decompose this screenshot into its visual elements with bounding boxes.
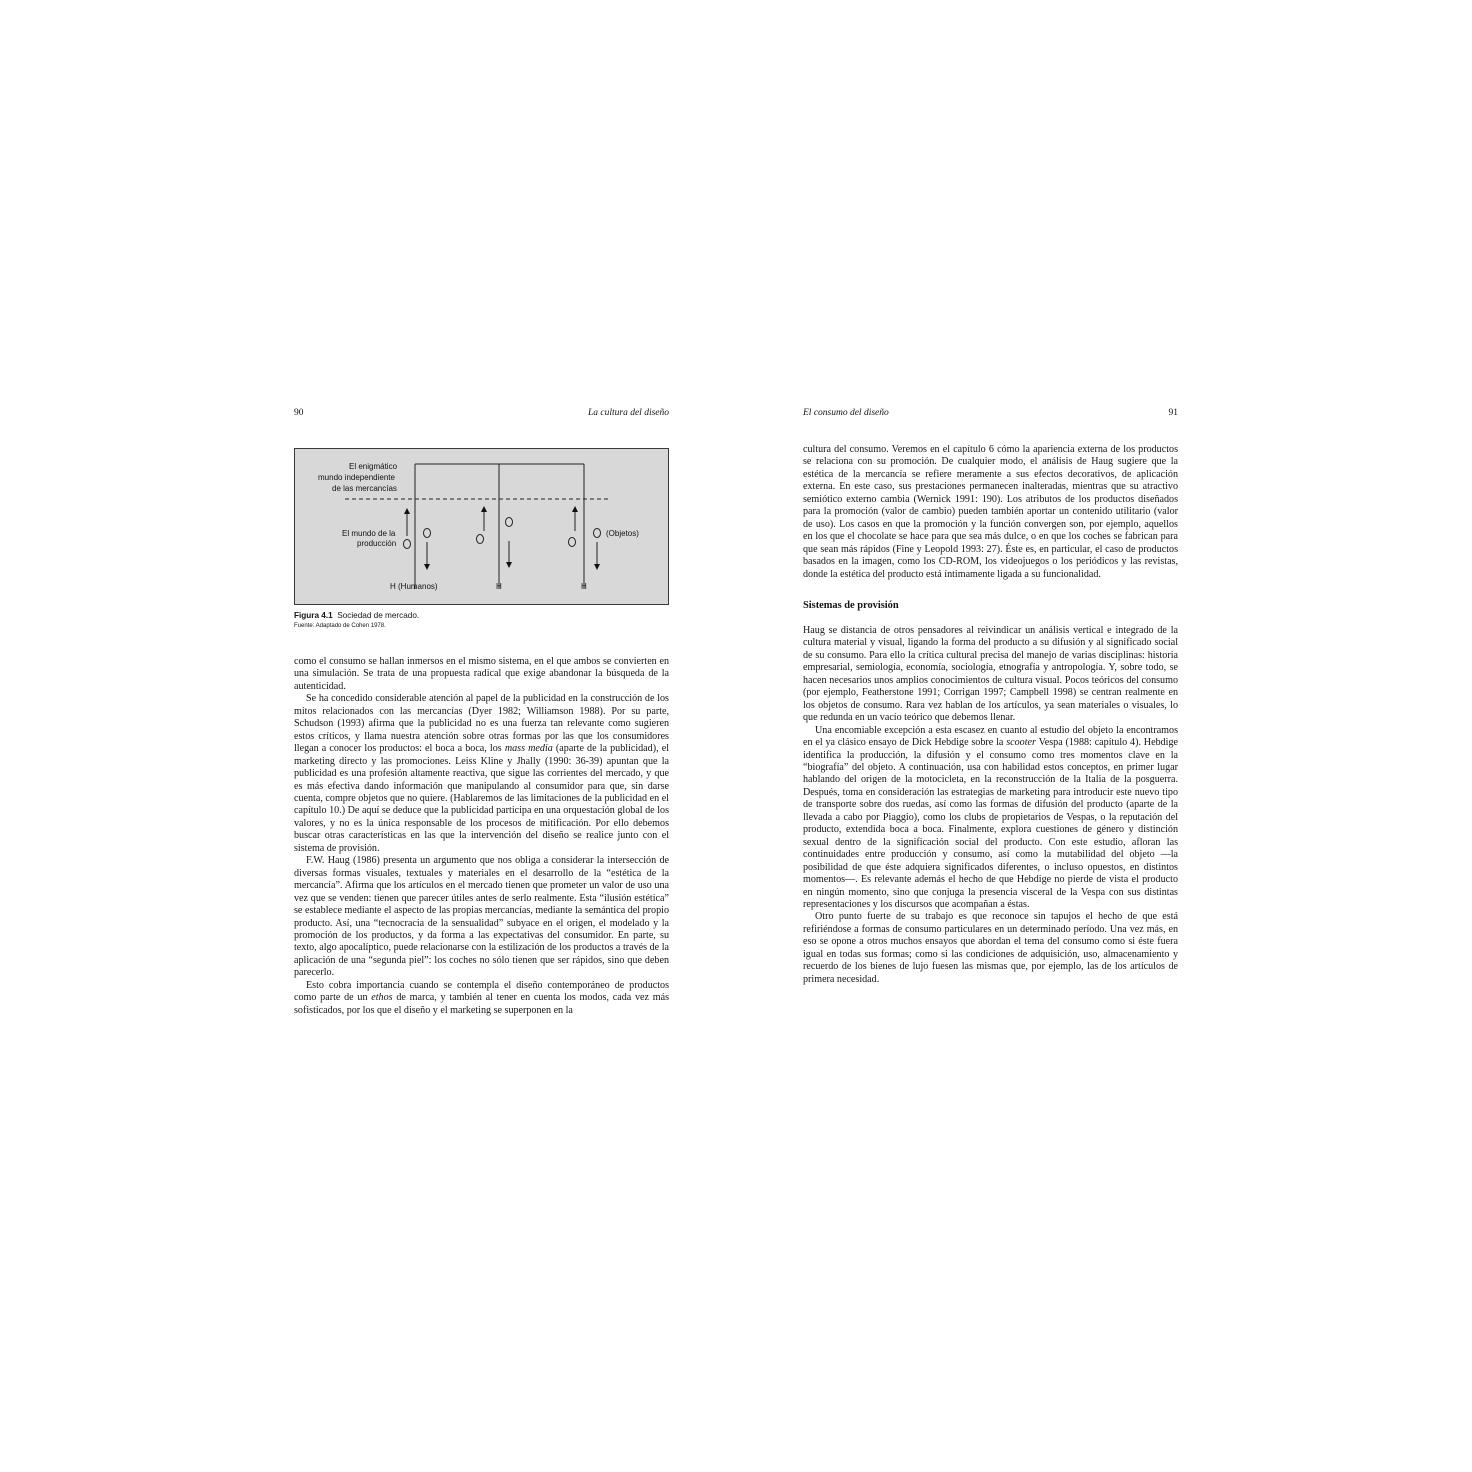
paragraph: [294, 980, 669, 1017]
section-heading: Sistemas de provisión: [803, 599, 899, 611]
label-humans-3: H: [581, 582, 587, 591]
market-bracket: [415, 464, 584, 589]
running-head: La cultura del diseño: [587, 408, 669, 418]
left-page: [294, 405, 669, 1017]
text-run: Haug se distancia de otros pensadores al reivindicar un análisis vertical e integrado de la cultura material y visual, ligando la forma del producto a su difusión y al significado social de su consumo. Para ello la crítica cultural precisa del manejo de varias disciplinas: historia empresarial, semiología, economía, sociología, etnografía y antropología. Y, sobre todo, se hacen necesarios unos amplios conocimientos de cultura visual. Pocos teóricos del consumo (por ejemplo, Featherstone 1991; Corrigan 1997; Campbell 1998) se centran realmente en los objetos de consumo. Rara vez hablan de los artículos, ya sean materiales o visuales, lo que redunda en un vacío teórico que debemos llenar.: [803, 624, 1178, 724]
label-enigmatic-line2: mundo independiente: [318, 473, 395, 482]
paragraph: [294, 693, 669, 855]
text-run: (aparte de la publicidad), el marketing directo y las promociones. Leiss Kline y Jhally (1990: 36-39) apuntan que la publicidad es una profesión altamente reactiva, que sigue las corrientes del mercado, y que es más efectiva dando información que manipulando al consumidor para que, sin darse cuenta, compre objetos que no quiere. (Hablaremos de las limitaciones de la publicidad en el capítulo 10.) De aquí se deduce que la publicidad participa en una orquestación global de los valores, y no es la única responsable de los procesos de mitificación. Por ello debemos buscar otras características en las que la intervención del diseño se realice junto con el sistema de provisión.: [294, 743, 669, 854]
text-run: Esto cobra importancia cuando se contempla el diseño contemporáneo de productos como parte de un: [294, 979, 669, 1004]
left-body-text: [294, 656, 669, 1017]
label-enigmatic-line3: de las mercancías: [332, 484, 397, 493]
text-run: F.W. Haug (1986) presenta un argumento que nos obliga a considerar la intersección de diversas formas visuales, textuales y materiales en el desarrollo de la “estética de la mercancía”. Afirma que los artículos en el mercado tienen que prometer un valor de uso una vez que se venden: tienen que parecer útiles antes de serlo realmente. Esta “ilusión estética” se establece mediante el aspecto de las propias mercancías, mediante la semántica del propio producto. Así, una “tecnocracia de la sensualidad” subyace en el origen, el modelado y la promoción de los productos, y da forma a las expectativas del consumidor. En parte, su texto, algo apocalíptico, puede relacionarse con la estilización de los productos a través de la aplicación de una “segunda piel”: los coches no sólo tienen que ser rápidos, sino que deben parecerlo.: [294, 855, 669, 979]
object-circle: [404, 540, 411, 549]
figure-caption-label: Figura 4.1: [294, 611, 333, 620]
text-run: cultura del consumo. Veremos en el capítulo 6 cómo la apariencia externa de los productos se relaciona con su promoción. De cualquier modo, el análisis de Haug sugiere que la estética de la mercancía se refiere meramente a sus efectos decorativos, de aplicación externa. En este caso, sus prestaciones permanecen inalteradas, mientras que su atractivo semiótico externo cambia (Wernick 1991: 190). Los atributos de los productos diseñados para la promoción (valor de cambio) pueden también aportar un contenido utilitario (valor de uso). Los casos en que la promoción y la función convergen son, por ejemplo, aquellos en los que el chocolate se hace para que sea más dulce, o en que los coches se fabrican para que sean más rápidos (Fine y Leopold 1993: 27). Éste es, en particular, el caso de productos basados en la imagen, como los CD-ROM, los videojuegos o los periódicos y las revistas, donde la estética del producto está íntimamente ligada a su funcionalidad.: [803, 444, 1178, 580]
text-run: Otro punto fuerte de su trabajo es que reconoce sin tapujos el hecho de que está refiriéndose a formas de consumo particulares en un determinado período. Una vez más, en eso se opone a otros muchos ensayos que abordan el tema del consumo como si éste fuera igual en todas sus formas; como si las condiciones de adquisición, uso, almacenamiento y recuerdo de los bienes de lujo fuesen las mismas que, por ejemplo, las de los artículos de primera necesidad.: [803, 911, 1178, 985]
page-header: [803, 405, 1178, 421]
object-circle: [569, 538, 576, 547]
page-number: 91: [1168, 408, 1178, 418]
right-body-text-top: [803, 444, 1178, 581]
paragraph: [803, 725, 1178, 912]
object-circle: [477, 535, 484, 544]
paragraph: [803, 911, 1178, 986]
label-humans-1: H (Humanos): [390, 582, 438, 591]
paragraph: [803, 444, 1178, 581]
figure-caption-text: Sociedad de mercado.: [337, 611, 420, 620]
running-head: El consumo del diseño: [803, 408, 889, 418]
group-2: [477, 509, 513, 565]
figure-source: Fuente: Adaptado de Cohen 1978.: [294, 623, 386, 629]
text-run: Vespa (1988: capítulo 4). Hebdige identifica la producción, la difusión y el consumo como tres momentos clave en la “biografía” del objeto. A continuación, usa con habilidad estos conceptos, en primer lugar hablando del origen de la motocicleta, en la reconstrucción de la Italia de la posguerra. Después, toma en consideración las estrategias de marketing para introducir este nuevo tipo de transporte sobre dos ruedas, así como las formas de difusión del producto (aparte de la llevada a cabo por Piaggio), como los clubs de propietarios de Vespas, o la reputación del producto, extendida boca a boca. Finalmente, explora cuestiones de género y distinción sexual dentro de la significación social del producto. Con este estudio, afloran las continuidades entre producción y consumo, así como la mutabilidad del objeto —la posibilidad de que éste adquiera significados diferentes, o incluso opuestos, en distintos momentos—. Es relevante además el hecho de que Hebdige no pierde de vista el producto en ningún momento, sino que conjuga la presencia visceral de la Vespa con sus distintas representaciones y los discursos que acompañan a éstas.: [803, 737, 1178, 910]
right-body-text-bottom: [803, 625, 1178, 986]
italic-text: ethos: [371, 992, 393, 1004]
figure-diagram: [294, 448, 669, 605]
text-run: como el consumo se hallan inmersos en el mismo sistema, en el que ambos se convierten en una simulación. Se trata de una propuesta radical que exige abandonar la búsqueda de la autenticidad.: [294, 656, 669, 692]
page-header: [294, 405, 669, 421]
label-humans-2: H: [496, 582, 502, 591]
paragraph: [803, 625, 1178, 725]
italic-text: scooter: [1006, 737, 1036, 749]
right-page: [803, 405, 1178, 986]
label-enigmatic-line1: El enigmático: [349, 462, 398, 471]
object-circle: [424, 529, 431, 538]
text-run: de marca, y también al tener en cuenta los modos, cada vez más sofisticados, por los que el diseño y el marketing se superponen en la: [294, 992, 670, 1016]
group-1: [404, 511, 431, 567]
italic-text: mass media: [504, 743, 553, 755]
label-objects: (Objetos): [606, 529, 639, 538]
object-circle: [594, 529, 601, 538]
label-production-line1: El mundo de la: [342, 529, 396, 538]
page-number: 90: [294, 408, 304, 418]
paragraph: [294, 855, 669, 980]
figure-caption: [294, 610, 669, 621]
text-run: Una encomiable excepción a esta escasez en cuanto al estudio del objeto la encontramos en el ya clásico ensayo de Dick Hebdige sobre la: [803, 724, 1178, 749]
object-circle: [506, 518, 513, 527]
text-run: Se ha concedido considerable atención al papel de la publicidad en la construcción de los mitos relacionados con las mercancías (Dyer 1982; Williamson 1988). Por su parte, Schudson (1993) afirma que la publicidad no es una fuerza tan relevante como sugieren estos críticos, y llama nuestra atención sobre otras formas por las que los consumidores llegan a conocer los productos: el boca a boca, los: [294, 693, 669, 755]
paragraph: [294, 656, 669, 693]
label-production-line2: producción: [357, 539, 397, 548]
